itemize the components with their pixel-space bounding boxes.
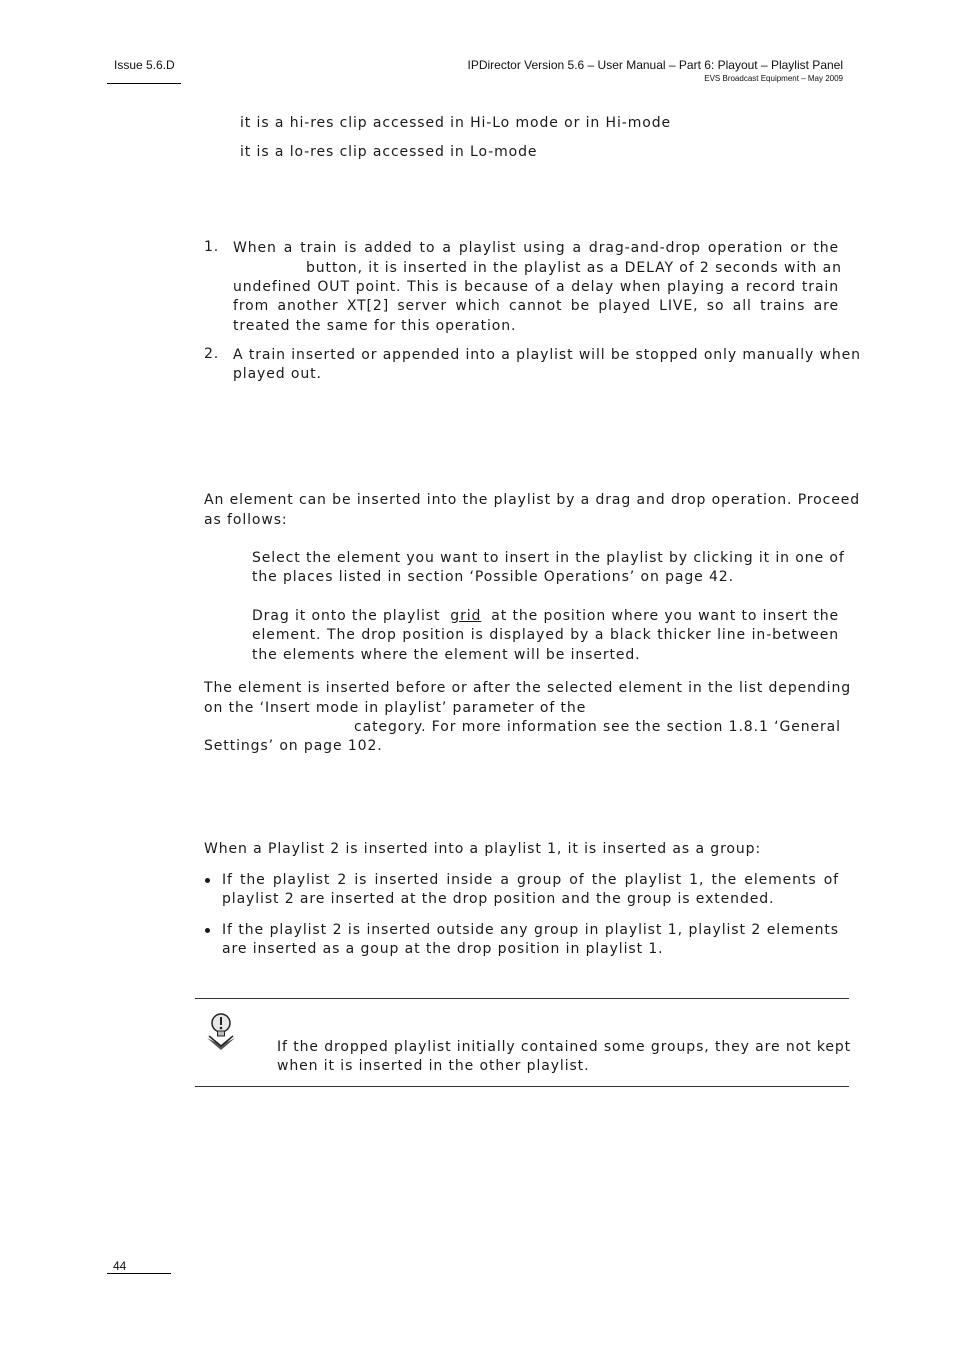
bullet-line: If the playlist 2 is inserted inside a group of the playlist 1, the elements of: [222, 872, 839, 888]
step2-line: element. The drop position is displayed by a black thicker line in-between: [252, 627, 839, 643]
step1-line: Select the element you want to insert in the playlist by clicking it in one of: [252, 550, 845, 566]
list-item-line: treated the same for this operation.: [233, 318, 517, 334]
list-item-line: undefined OUT point. This is because of a delay when playing a record train: [233, 279, 839, 295]
drag-intro-line: as follows:: [204, 512, 288, 528]
insert-para-line: The element is inserted before or after the selected element in the list depending: [204, 680, 852, 696]
note-top-rule: [195, 998, 849, 999]
page-number: 44: [113, 1259, 127, 1273]
step2-line: [252, 607, 839, 627]
list-item-line: When a train is added to a playlist using a drag-and-drop operation or the: [233, 240, 839, 256]
document-title: IPDirector Version 5.6 – User Manual – Part 6: Playout – Playlist Panel: [467, 58, 843, 72]
step1-line: the places listed in section ‘Possible Operations’ on page 42.: [252, 569, 734, 585]
list-item-line: button, it is inserted in the playlist as a DELAY of 2 seconds with an: [306, 260, 842, 276]
step2-post: at the position where you want to insert the: [491, 608, 839, 624]
step2-pre: Drag it onto the playlist: [252, 608, 441, 624]
note-line: If the dropped playlist initially contained some groups, they are not kept: [277, 1039, 852, 1055]
lo-res-line: it is a lo-res clip accessed in Lo-mode: [240, 144, 538, 160]
list-number: 2.: [204, 346, 220, 362]
bullet-line: playlist 2 are inserted at the drop position and the group is extended.: [222, 891, 775, 907]
insert-para-line: on the ‘Insert mode in playlist’ parameter of the: [204, 700, 587, 716]
grid-link[interactable]: grid: [450, 608, 482, 624]
list-item-line: from another XT[2] server which cannot be played LIVE, so all trains are: [233, 298, 839, 314]
footer-rule: [107, 1273, 171, 1274]
note-line: when it is inserted in the other playlist.: [277, 1058, 590, 1074]
insert-para-line: Settings’ on page 102.: [204, 738, 383, 754]
note-lightbulb-icon: [203, 1010, 239, 1052]
bullet-line: are inserted as a goup at the drop position in playlist 1.: [222, 941, 664, 957]
list-item-line: played out.: [233, 366, 322, 382]
note-bottom-rule: [195, 1086, 849, 1087]
group-intro: When a Playlist 2 is inserted into a playlist 1, it is inserted as a group:: [204, 841, 762, 857]
header-left-rule: [107, 83, 181, 84]
insert-para-line: category. For more information see the section 1.8.1 ‘General: [354, 719, 841, 735]
bullet-dot: [205, 878, 210, 883]
drag-intro-line: An element can be inserted into the playlist by a drag and drop operation. Proceed: [204, 492, 861, 508]
bullet-line: If the playlist 2 is inserted outside any group in playlist 1, playlist 2 elements: [222, 922, 839, 938]
document-subtitle: EVS Broadcast Equipment – May 2009: [704, 74, 843, 83]
bullet-dot: [205, 928, 210, 933]
list-item-line: A train inserted or appended into a playlist will be stopped only manually when: [233, 347, 861, 363]
step2-line: the elements where the element will be inserted.: [252, 647, 641, 663]
list-number: 1.: [204, 239, 220, 255]
hi-res-line: it is a hi-res clip accessed in Hi-Lo mode or in Hi-mode: [240, 115, 672, 131]
issue-label: Issue 5.6.D: [114, 58, 175, 72]
